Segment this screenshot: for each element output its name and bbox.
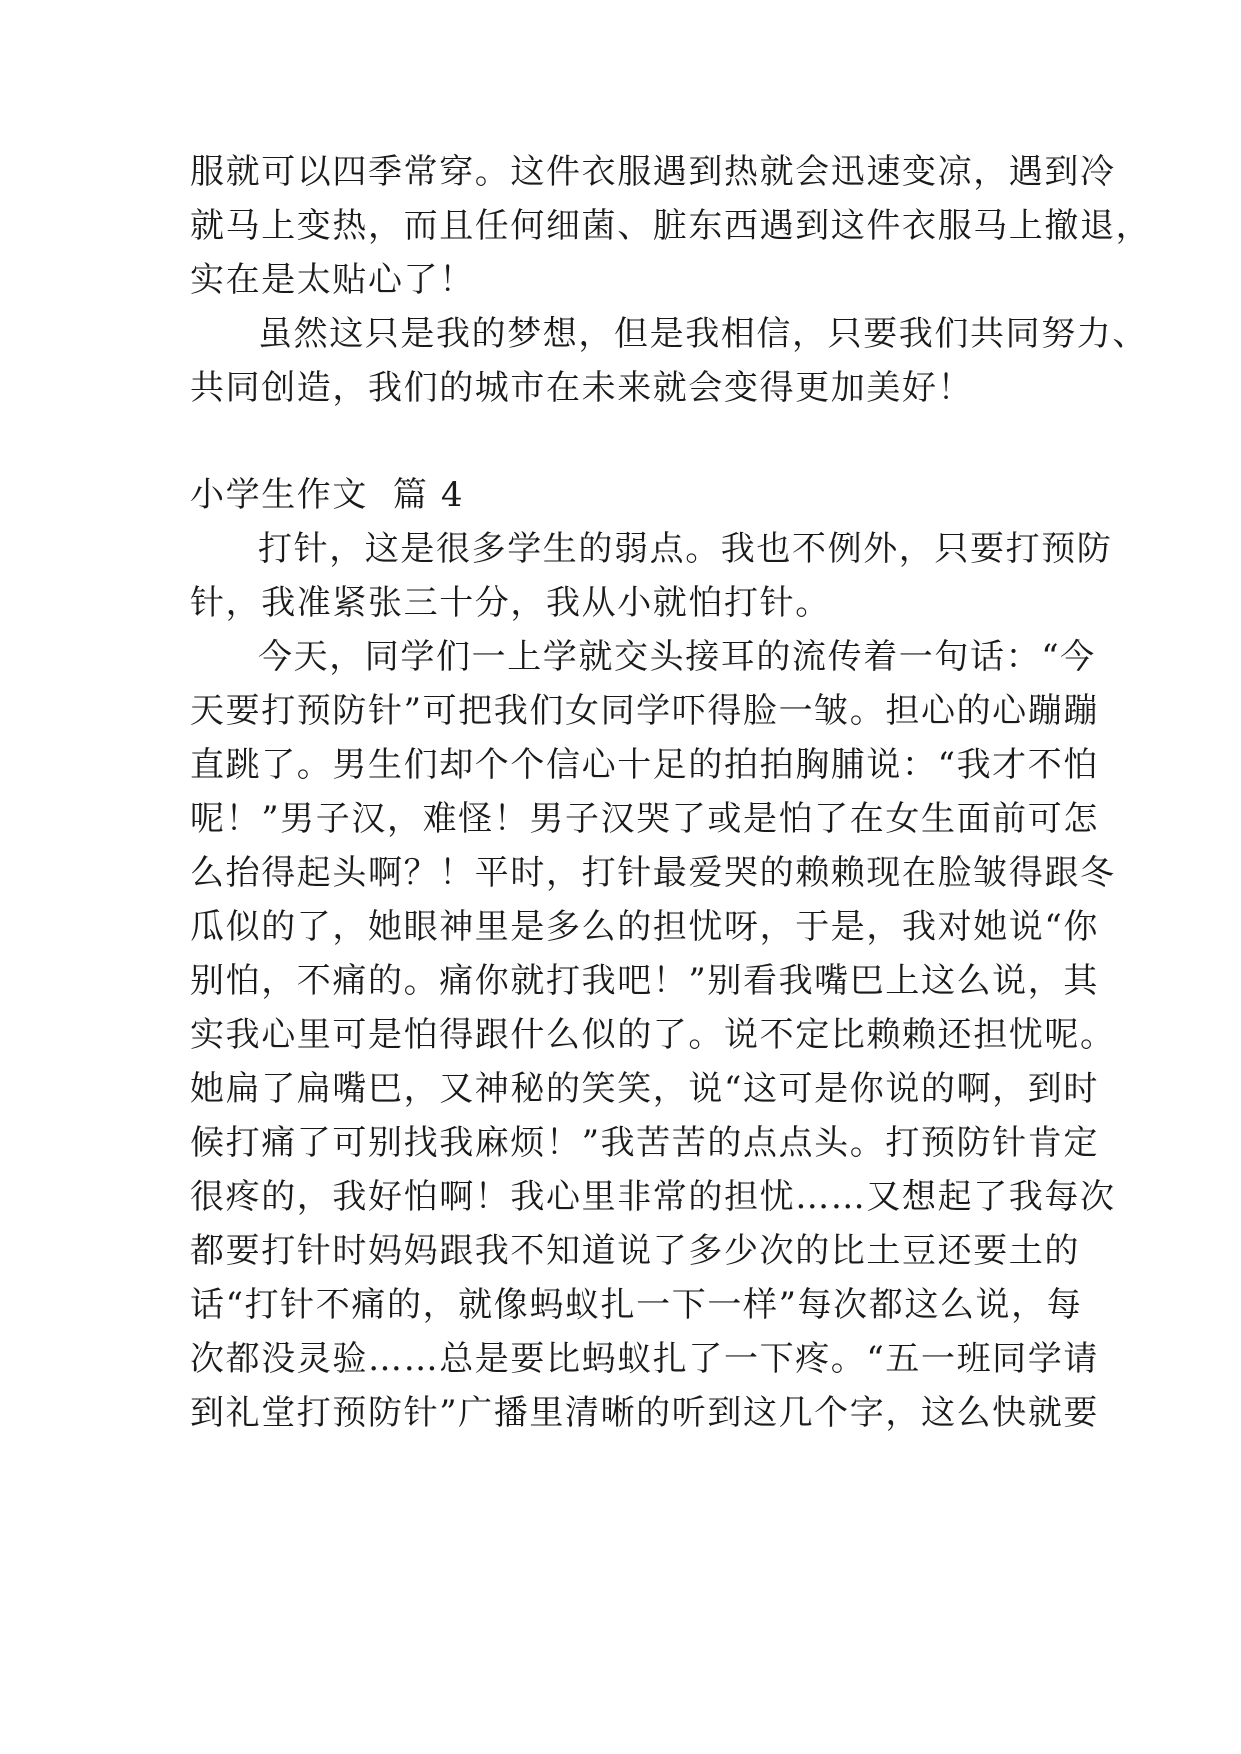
section-heading: 小学生作文 篇 4 xyxy=(190,475,465,515)
text-line: 实在是太贴心了！ xyxy=(190,260,475,300)
text-line: 呢！”男子汉，难怪！男子汉哭了或是怕了在女生面前可怎 xyxy=(190,799,1099,839)
text-line: 直跳了。男生们却个个信心十足的拍拍胸脯说：“我才不怕 xyxy=(190,745,1099,785)
text-line: 今天，同学们一上学就交头接耳的流传着一句话：“今 xyxy=(258,637,1096,677)
text-line: 别怕，不痛的。痛你就打我吧！”别看我嘴巴上这么说，其 xyxy=(190,961,1099,1001)
text-line: 她扁了扁嘴巴，又神秘的笑笑，说“这可是你说的啊，到时 xyxy=(190,1069,1099,1109)
text-line: 么抬得起头啊？！平时，打针最爱哭的赖赖现在脸皱得跟冬 xyxy=(190,853,1116,893)
text-line: 次都没灵验……总是要比蚂蚁扎了一下疼。“五一班同学请 xyxy=(190,1339,1099,1379)
text-line: 话“打针不痛的，就像蚂蚁扎一下一样”每次都这么说，每 xyxy=(190,1285,1083,1325)
text-line: 打针，这是很多学生的弱点。我也不例外，只要打预防 xyxy=(258,529,1113,569)
text-line: 瓜似的了，她眼神里是多么的担忧呀，于是，我对她说“你 xyxy=(190,907,1099,947)
text-line: 都要打针时妈妈跟我不知道说了多少次的比土豆还要土的 xyxy=(190,1231,1080,1271)
text-line: 候打痛了可别找我麻烦！”我苦苦的点点头。打预防针肯定 xyxy=(190,1123,1099,1163)
text-line: 到礼堂打预防针”广播里清晰的听到这几个字，这么快就要 xyxy=(190,1393,1099,1433)
text-line: 就马上变热，而且任何细菌、脏东西遇到这件衣服马上撤退， xyxy=(190,206,1152,246)
text-line: 很疼的，我好怕啊！我心里非常的担忧……又想起了我每次 xyxy=(190,1177,1116,1217)
text-line: 天要打预防针”可把我们女同学吓得脸一皱。担心的心蹦蹦 xyxy=(190,691,1099,731)
text-line: 针，我准紧张三十分，我从小就怕打针。 xyxy=(190,583,831,623)
text-line: 虽然这只是我的梦想，但是我相信，只要我们共同努力、 xyxy=(258,314,1148,354)
text-line: 服就可以四季常穿。这件衣服遇到热就会迅速变凉，遇到冷 xyxy=(190,152,1116,192)
text-line: 实我心里可是怕得跟什么似的了。说不定比赖赖还担忧呢。 xyxy=(190,1015,1116,1055)
text-line: 共同创造，我们的城市在未来就会变得更加美好！ xyxy=(190,368,974,408)
